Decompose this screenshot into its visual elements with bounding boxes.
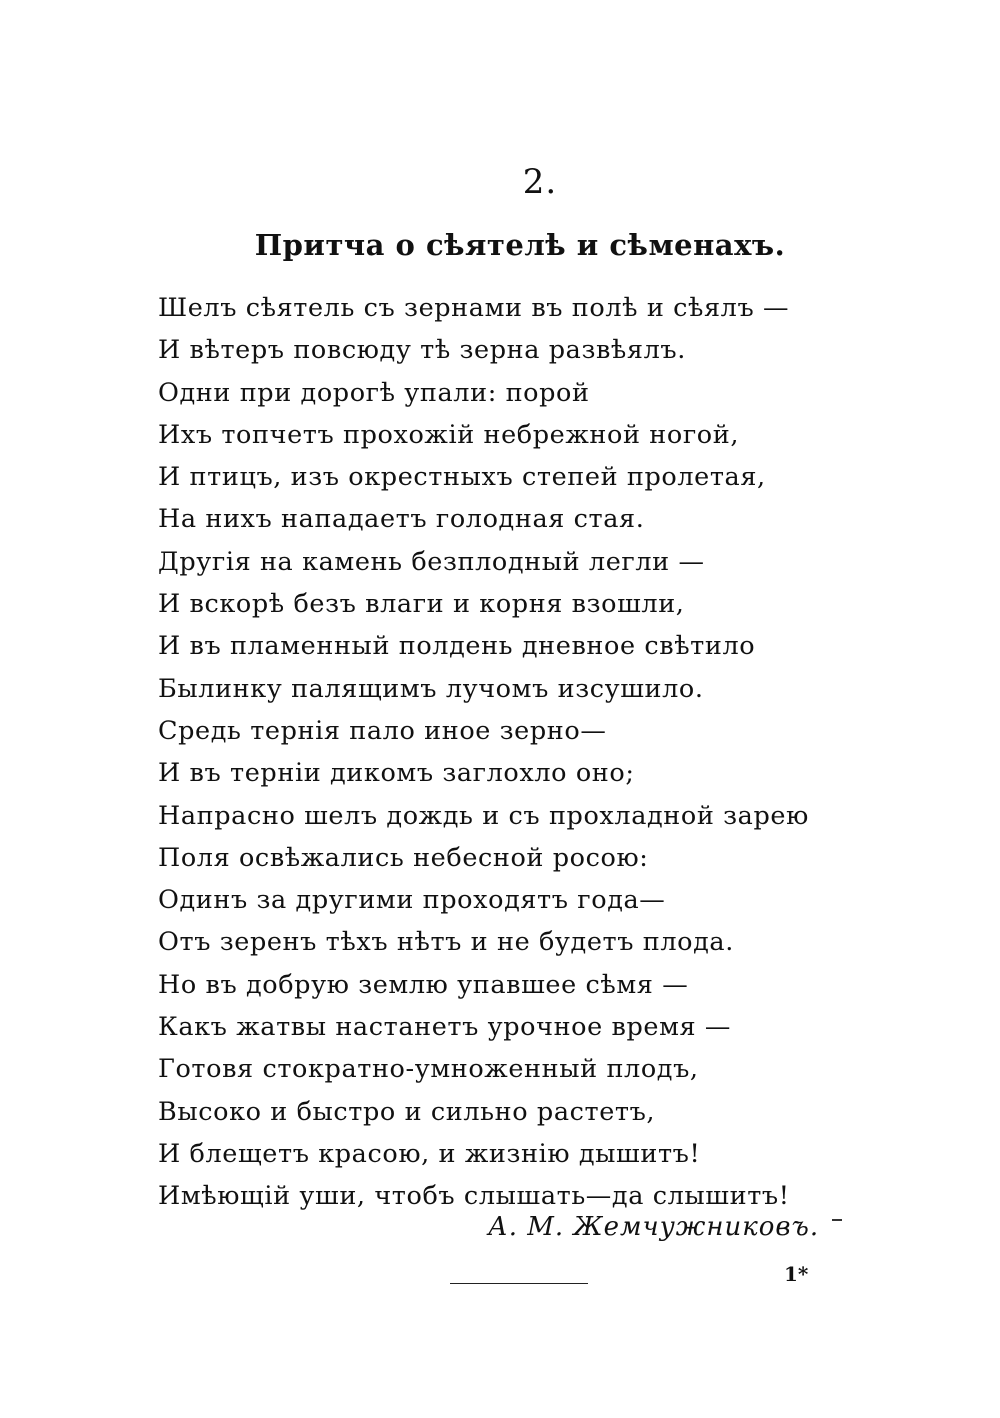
poem-line: Одни при дорогѣ упали: порой [158,377,590,408]
poem-line: Какъ жатвы настанетъ урочное время — [158,1012,732,1043]
author-signature: А. М. Жемчужниковъ. [488,1212,820,1242]
margin-dash [832,1219,842,1221]
poem-line: И вскорѣ безъ влаги и корня взошли, [158,589,685,620]
poem-line: Высоко и быстро и сильно растетъ, [158,1096,656,1127]
poem-line: Ихъ топчетъ прохожій небрежной ногой, [158,419,740,450]
poem-line: Одинъ за другими проходятъ года— [158,885,666,916]
poem-body [158,287,878,1218]
poem-line: И вѣтеръ повсюду тѣ зерна развѣялъ. [158,335,686,366]
poem-line: Шелъ сѣятель съ зернами въ полѣ и сѣялъ — [158,293,790,323]
poem-line: И въ терніи дикомъ заглохло оно; [158,758,635,789]
poem-line: На нихъ нападаетъ голодная стая. [158,504,645,535]
end-rule [450,1283,588,1284]
poem-line: Поля освѣжались небесной росою: [158,842,649,873]
poem-number: 2. [522,162,558,202]
poem-line: Средь тернія пало иное зерно— [158,715,607,746]
poem-line: Но въ добрую землю упавшее сѣмя — [158,969,689,1000]
poem-line: Напрасно шелъ дождь и съ прохладной зарею [158,800,809,831]
poem-line: Имѣющій уши, чтобъ слышать—да слышитъ! [158,1181,790,1212]
sheet-signature-mark: 1* [784,1262,809,1286]
poem-line: И въ пламенный полдень дневное свѣтило [158,631,756,662]
poem-line: Былинку палящимъ лучомъ изсушило. [158,673,704,704]
poem-line: И блещетъ красою, и жизнію дышитъ! [158,1138,701,1169]
poem-line: Другія на камень безплодный легли — [158,546,705,577]
poem-line: Готовя стократно-умноженный плодъ, [158,1054,699,1085]
poem-line: Отъ зеренъ тѣхъ нѣтъ и не будетъ плода. [158,927,734,958]
poem-line: И птицъ, изъ окрестныхъ степей пролетая, [158,462,766,493]
poem-title: Притча о сѣятелѣ и сѣменахъ. [254,228,786,262]
